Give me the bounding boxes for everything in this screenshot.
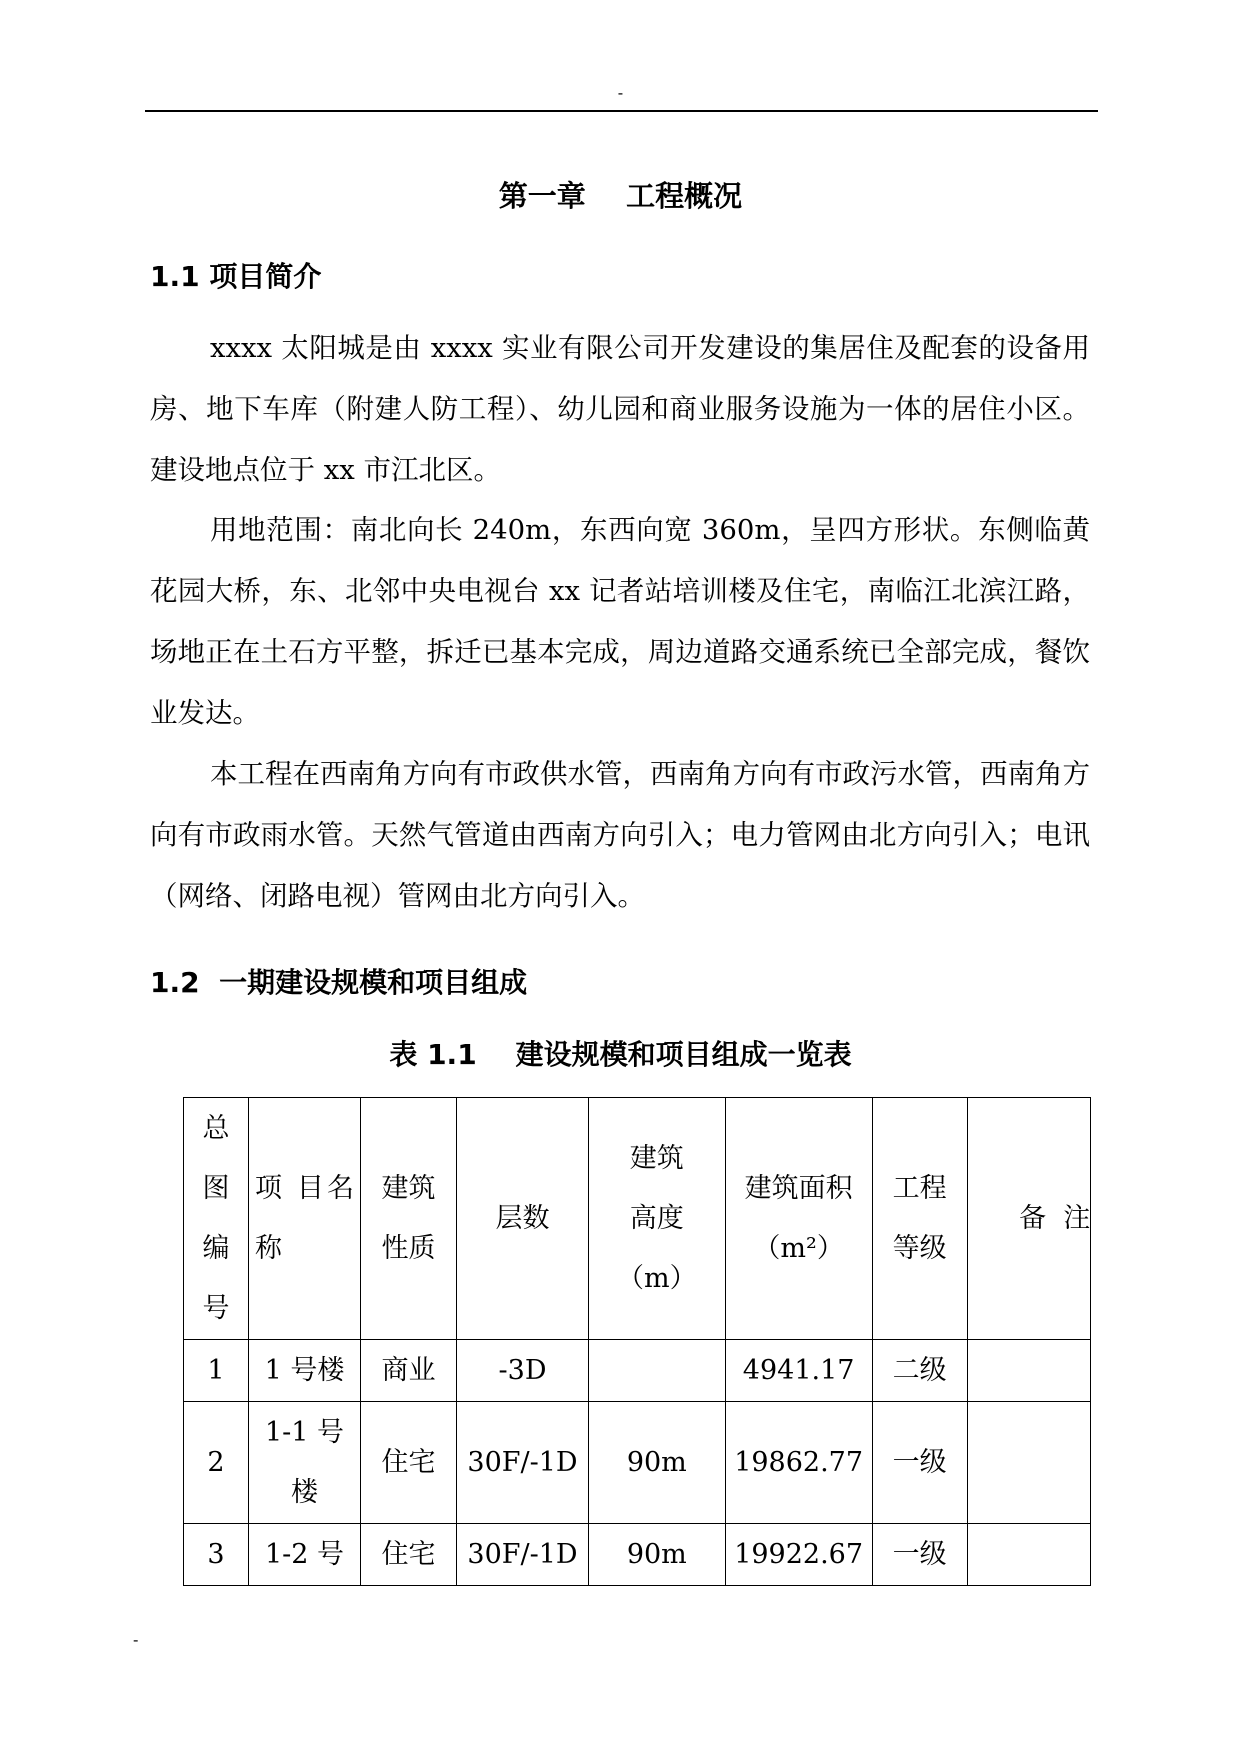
table-header-row [184,1098,1091,1340]
cell-nature: 住宅 [361,1402,457,1524]
paragraph-utilities: 本工程在西南角方向有市政供水管，西南角方向有市政污水管，西南角方向有市政雨水管。天然气管道由西南方向引入；电力管网由北方向引入；电讯（网络、闭路电视）管网由北方向引入。 [150,758,1090,912]
footer-mark: - [133,1630,139,1649]
cell-grade: 一级 [872,1402,967,1524]
cell-nature: 商业 [361,1340,457,1402]
cell-no: 2 [184,1402,249,1524]
cell-height [589,1340,726,1402]
header-floors [457,1098,589,1340]
table-row [184,1524,1091,1586]
chapter-title: 第一章 工程概况 [498,179,743,213]
cell-floors: 30F/-1D [457,1402,589,1524]
cell-height: 90m [589,1402,726,1524]
cell-grade: 二级 [872,1340,967,1402]
table-row [184,1340,1091,1402]
header-area-text: 建筑面积（m²） [744,1172,853,1264]
header-height [589,1098,726,1340]
cell-grade: 一级 [872,1524,967,1586]
cell-no: 1 [184,1340,249,1402]
header-name [249,1098,361,1340]
header-no [184,1098,249,1340]
header-grade [872,1098,967,1340]
cell-area: 19922.67 [725,1524,872,1586]
header-area [725,1098,872,1340]
cell-area: 19862.77 [725,1402,872,1524]
cell-nature: 住宅 [361,1524,457,1586]
header-remark [967,1098,1091,1340]
construction-scale-table [183,1097,1091,1586]
header-nature [361,1098,457,1340]
header-name-text: 项 目名 称 [255,1172,354,1264]
header-grade-text: 工程等级 [892,1172,947,1264]
cell-remark [967,1524,1091,1586]
cell-no: 3 [184,1524,249,1586]
header-height-text: 建筑高度（m） [617,1142,697,1294]
header-no-text: 总图编号 [202,1112,230,1324]
header-rule [145,110,1098,112]
cell-floors: -3D [457,1340,589,1402]
cell-height: 90m [589,1524,726,1586]
table-row [184,1402,1091,1524]
paragraph-land-scope: 用地范围：南北向长 240m，东西向宽 360m，呈四方形状。东侧临黄花园大桥，东、北邻中央电视台 xx 记者站培训楼及住宅，南临江北滨江路，场地正在土石方平整，拆迁已基本完成，周边道路交通系统已全部完成，餐饮业发达。 [150,514,1090,729]
section-heading-1-2: 1.2 一期建设规模和项目组成 [150,966,528,999]
table-caption: 表 1.1 建设规模和项目组成一览表 [389,1038,852,1071]
header-mark: - [617,83,624,102]
cell-remark [967,1340,1091,1402]
cell-area: 4941.17 [725,1340,872,1402]
cell-name: 1-2 号 [249,1524,361,1586]
header-nature-text: 建筑性质 [381,1172,436,1264]
header-floors-text: 层数 [495,1203,550,1234]
cell-name: 1-1 号楼 [249,1402,361,1524]
paragraph-project-intro: xxxx 太阳城是由 xxxx 实业有限公司开发建设的集居住及配套的设备用房、地下车库（附建人防工程）、幼儿园和商业服务设施为一体的居住小区。建设地点位于 xx 市江北区。 [150,332,1090,486]
cell-remark [967,1402,1091,1524]
cell-floors: 30F/-1D [457,1524,589,1586]
header-remark-text: 备 注 [1019,1203,1091,1234]
section-heading-1-1: 1.1 项目简介 [150,260,322,293]
cell-name: 1 号楼 [249,1340,361,1402]
